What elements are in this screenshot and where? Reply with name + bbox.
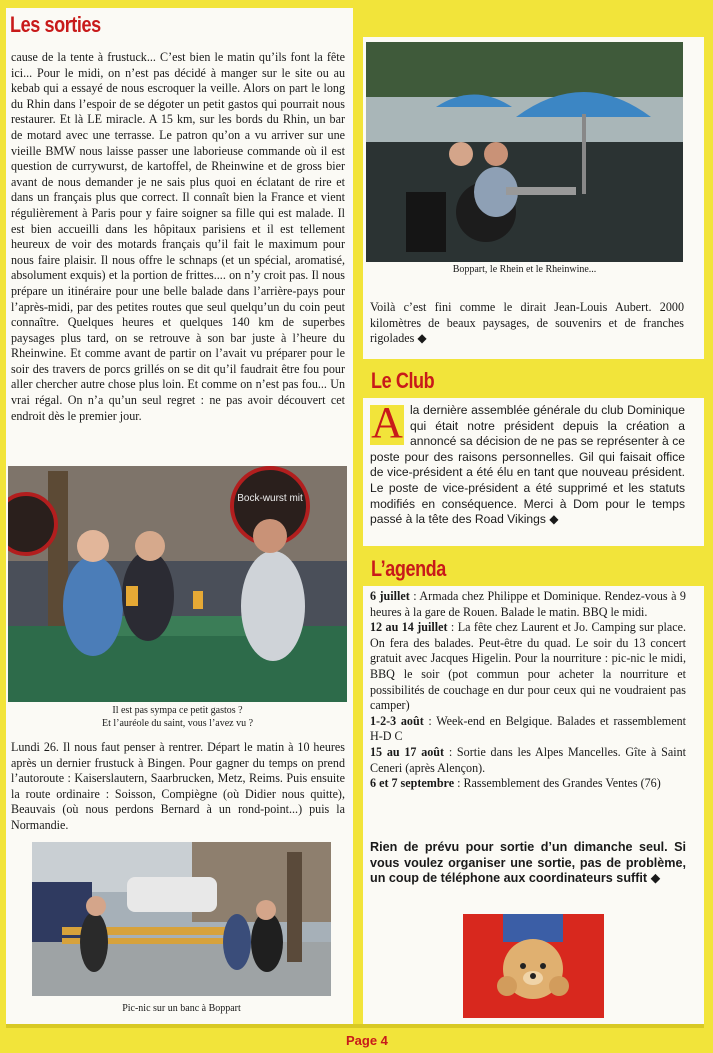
agenda-item: 1-2-3 août : Week-end en Belgique. Balades et rassemblement H-D C — [370, 713, 686, 744]
photo-gastos-image — [8, 466, 347, 702]
footer-rule — [6, 1024, 704, 1028]
sorties-heading: Les sorties — [10, 12, 101, 37]
photo-picnic — [32, 842, 331, 996]
sorties-text-3: Voilà c’est fini comme le dirait Jean-Louis Aubert. 2000 kilomètres de beaux paysages, de souvenirs et de franches rigolades ◆ — [370, 300, 684, 346]
caption-gastos: Il est pas sympa ce petit gastos ? Et l’auréole du saint, vous l’avez vu ? — [101, 705, 254, 729]
agenda-closing: Rien de prévu pour sortie d’un dimanche seul. Si vous voulez organiser une sortie, pas de problème, un coup de téléphone aux coordinateurs suffit ◆ — [370, 840, 686, 886]
photo-boppart-image — [366, 42, 683, 262]
photo-boppart — [366, 42, 683, 262]
agenda-item: 6 et 7 septembre : Rassemblement des Grandes Ventes (76) — [370, 776, 661, 791]
agenda-item: 15 au 17 août : Sortie dans les Alpes Mancelles. Gîte à Saint Ceneri (après Alençon). — [370, 744, 686, 775]
teddy-bear-image — [463, 914, 604, 1018]
club-dropcap: A — [371, 398, 403, 447]
agenda-item: 6 juillet : Armada chez Philippe et Dominique. Rendez-vous à 9 heures à la gare de Rouen. Balade le matin. BBQ le midi. — [370, 589, 686, 619]
wurst-sign: Bock-wurst mit — [237, 493, 303, 504]
club-heading: Le Club — [371, 368, 435, 393]
sorties-text-1: cause de la tente à frustuck... C’est bien le matin qu’ils font la fête ici... Pour le midi, on n’est pas décidé à manger sur le site ou au kebab qui a essayé de nous escroquer la veille. Alors on part le long du Rhin dans l’espoir de se dégoter un petit gastos qui pourrait nous restaurer. Et là LE miracle. A 15 km, sur les bords du Rhin, un bar de motard avec une terrasse. Le patron qu’on a vu arriver sur une vieille BMW nous laisse passer une laborieuse commande où il est question de currywurst, de kartoffel, de Rheinwine et de gross bier avant de nous demander je ne sais plus quoi en éclatant de rire et dans un français plus que correct. Il connaît bien la France et vient régulièrement à Paris pour y faire soigner sa fille qui est malade. Il est bien accueilli dans les hôpitaux parisiens et il est tellement heureux de voir des motards français qu’il fait le maximum pour nous faire plaisir. Il nous offre le schnaps (et un spécial, aromatisé, absolument exquis) et la portion de frittes.... on n’y croit pas. Il nous prépare un itinéraire pour une belle balade dans l’arrière-pays pour l’après-midi, par des petites routes que seul quelqu’un du coin peut connaître. Quelques heures et quelques 140 km de superbes paysages plus tard, on se retrouve à son bar juste à l’heure du Rheinwine. Et comme avant de partir on l’avait vu préparer pour le soir des travers de porcs grillés on se dit qu’il faudrait être fou pour aller chercher autre chose plus loin. Et comme on n’est pas fou... Un vrai régal. On n’a qu’un seul regret : ne pas avoir découvert cet endroit dès le premier jour. — [11, 50, 345, 423]
agenda-item: 12 au 14 juillet : La fête chez Laurent et Jo. Camping sur place. On fera des balades. Peut-être du quad. Le soir du 13 concert gratuit avec Jacques Higelin. Pour la nourriture : pic-nic le midi, BBQ le soir (pot commun pour acheter la nourriture et possibilités de couchage en dur pour ceux qui ne voudraient pas camper) — [370, 620, 686, 713]
page-number: Page 4 — [346, 1033, 388, 1048]
agenda-heading: L’agenda — [371, 556, 446, 581]
caption-picnic: Pic-nic sur un banc à Boppart — [122, 1003, 241, 1014]
club-text: A la dernière assemblée générale du club Dominique qui était notre président depuis la création a annoncé sa décision de ne pas se représenter à ce poste pour des raisons personnelles. Gil qui faisait office de vice-président a été élu en tant que nouveau président. Le poste de vice-président a été supprimé et les statuts modifiés en conséquence. Merci à Dom pour le temps passé à la tête des Road Vikings ◆ — [370, 398, 685, 527]
photo-gastos — [8, 466, 347, 702]
agenda-list — [370, 589, 686, 792]
photo-picnic-image — [32, 842, 331, 996]
photo-teddy — [463, 914, 604, 1018]
caption-boppart: Boppart, le Rhein et le Rheinwine... — [452, 264, 597, 275]
sorties-text-2: Lundi 26. Il nous faut penser à rentrer. Départ le matin à 10 heures après un dernier frustuck à Bingen. Pour gagner du temps on prend l’autoroute : Kaiserslautern, Saarbrucken, Metz, Reims. Puis ensuite la route ordinaire : Soisson, Compiègne (où Didier nous quitte), Beauvais (où nous perdons Bernard à un rond-point...) puis la Normandie. — [11, 740, 345, 832]
